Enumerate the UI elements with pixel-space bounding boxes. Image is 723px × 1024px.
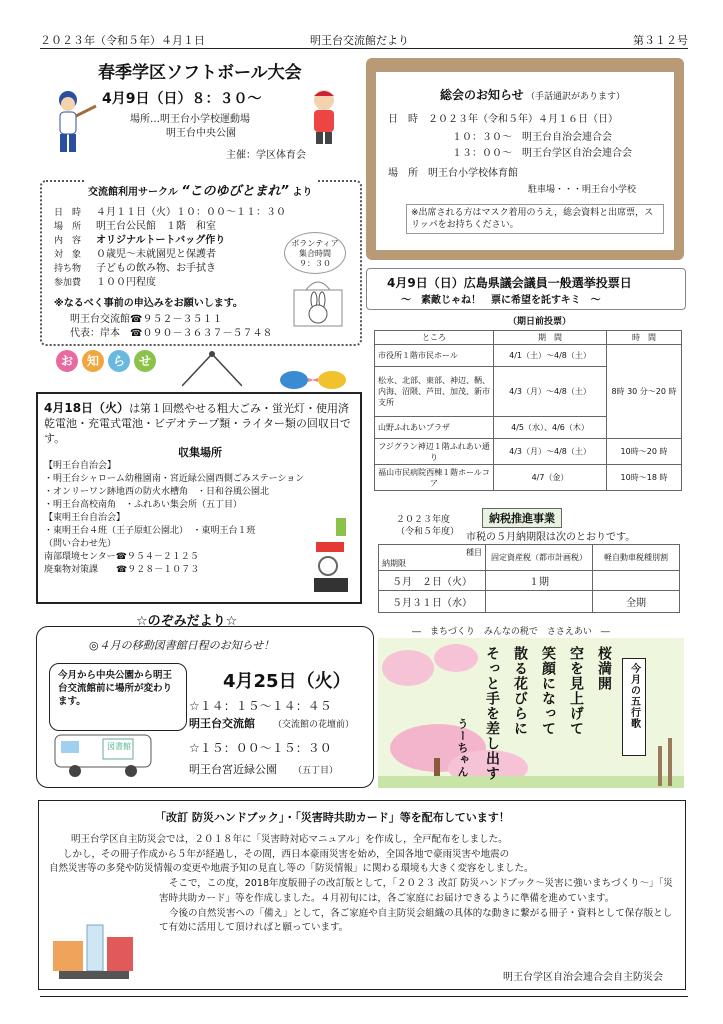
slot2-note: （五丁目）: [293, 766, 339, 776]
tax-year-1: ２０２３年度: [396, 515, 451, 525]
contact-1: 南部環境センター☎９５４－２１２５: [44, 552, 199, 563]
tax-table: [378, 544, 680, 613]
tax-section: [374, 508, 684, 620]
meeting-parking: 駐車場・・・明王台小学校: [528, 185, 637, 195]
slot1-time: ☆１４：１５～１４：４５: [189, 699, 332, 713]
table-row: [379, 571, 680, 591]
table-row: [379, 591, 680, 613]
poem-caption: ― まちづくり みんなの税で ささえあい ―: [412, 627, 610, 637]
nozomi-date: 4月25日（火）: [223, 671, 351, 692]
tax-col2: 軽自動車税種別割: [593, 545, 680, 571]
poem-label-box: [622, 658, 646, 756]
poem-author: うーちゃん: [456, 718, 469, 778]
circle-detail-label: 対 象: [54, 250, 82, 260]
poem-line: 空を見上げて: [568, 646, 584, 736]
group1-title: 【明王台自治会】: [44, 461, 117, 471]
group1-line1: ・明王台シャローム幼稚園南・宮近緑公園西側ごみステーション: [44, 474, 305, 485]
slot2-time: ☆１５：００～１５：３０: [189, 741, 332, 755]
bus-label: 図書館: [107, 742, 131, 751]
circle-detail-row: [54, 262, 286, 276]
disaster-body: [49, 833, 679, 936]
waste-notice: [36, 392, 362, 604]
table-row: [375, 439, 682, 465]
birds-icon: [274, 366, 354, 394]
circle-detail-row: [54, 248, 286, 262]
newsletter-title: 明王台交流館だより: [310, 34, 409, 47]
circle-heading-suffix: より: [292, 187, 313, 198]
waste-intro-text: は第１回燃やせる粗大ごみ・蛍光灯・使用済乾電池・充電式電池・ビデオテープ類・ライター類の回収日です。: [44, 402, 351, 445]
volunteer-line2: 集合時間: [299, 249, 331, 258]
volunteer-badge: [284, 232, 346, 274]
banner-char: お: [56, 350, 78, 372]
issue-number: 第３１２号: [633, 34, 688, 47]
circle-details: [54, 206, 286, 290]
tax-deadline: 納期限: [382, 558, 406, 568]
row-time: 10時～20 時: [607, 439, 682, 465]
row-place: 福山市民病院西棟１階ホールコア: [375, 465, 494, 491]
softball-player-icon: [48, 86, 98, 156]
circle-heading: [84, 180, 316, 199]
circle-detail-value: １００円程度: [96, 277, 156, 288]
circle-heading-prefix: 交流館利用サークル: [88, 187, 178, 198]
circle-detail-value: オリジナルトートバッグ作り: [96, 235, 226, 246]
circle-contact-2: 代表：岸本 ☎０９０－３６３７－５７４８: [70, 328, 273, 339]
early-voting-label: （期日前投票）: [508, 317, 572, 327]
tax-row-c2: [593, 571, 680, 591]
early-voting-table: [374, 330, 682, 491]
disaster-title: 「改訂 防災ハンドブック」・「災害時共助カード」等を配布しています！: [155, 811, 510, 824]
disaster-p1: 明王台学区自主防災会では，２０１８年に「災害時対応マニュアル」を作成し，全戸配布をしました。: [71, 834, 508, 845]
tax-col1: 固定資産税（都市計画税）: [486, 545, 593, 571]
collection-places-title: 収集場所: [178, 446, 222, 459]
poem-line: そっと手を差し出す: [484, 646, 500, 781]
circle-heading-name: “このゆびとまれ”: [181, 184, 289, 199]
meeting-date-label: 日 時: [388, 114, 418, 125]
meeting-place: 明王台小学校体育館: [428, 168, 518, 179]
meeting-title-note: （手話通訳があります）: [526, 92, 626, 102]
tax-row-c1: １期: [486, 571, 593, 591]
waste-intro: [44, 400, 354, 447]
group1-line3: ・明王台高校南角 ・ふれあい集会所（五丁目）: [44, 500, 243, 511]
circle-detail-row: [54, 206, 286, 220]
poem-lines: [482, 646, 614, 781]
nozomi-title: ☆のぞみだより☆: [136, 614, 238, 629]
meeting-note: ※出席される方はマスク着用のうえ，総会資料と出席票，スリッパをお持ちください。: [406, 204, 664, 234]
circle-detail-row: [54, 234, 286, 248]
contact-label: （問い合わせ先）: [44, 539, 117, 550]
softball-place-1: 場所…明王台小学校運動場: [130, 114, 250, 125]
meeting-time2: １３：００～ 明王台学区自治会連合会: [452, 148, 632, 159]
softball-datetime: 4月9日（日）８：３０～: [102, 91, 262, 107]
nozomi-section: [36, 626, 374, 788]
slot2-place: 明王台宮近緑公園: [189, 763, 277, 776]
tax-intro: 市税の５月納期限は次のとおりです。: [466, 532, 636, 543]
slot1-place: 明王台交流館: [189, 717, 255, 730]
tax-row-date: ５月 ２日（火）: [379, 571, 486, 591]
meeting-paper: [376, 72, 674, 250]
banner-char: 知: [82, 350, 104, 372]
group1-line2: ・オンリーワン跡地西の防火水槽角 ・日和谷風公園北: [44, 487, 270, 498]
tax-header-row: [379, 545, 680, 571]
group2-line1: ・東明王台４班（王子原虹公園北） ・東明王台１班: [44, 526, 256, 537]
mobile-library-bus-icon: [51, 731, 161, 781]
poem-section: [378, 638, 684, 788]
softball-place-2: 明王台中央公園: [166, 128, 236, 139]
contact-2: 廃棄物対策課 ☎９２８－１０７３: [44, 565, 200, 576]
pitcher-icon: [302, 86, 348, 146]
page-header: [40, 32, 688, 49]
poem-line: 笑顔になって: [540, 646, 556, 736]
disaster-signature: 明王台学区自治会連合会自主防災会: [503, 972, 663, 983]
slot1-note: （交流館の花壇前）: [273, 720, 355, 730]
emergency-supplies-icon: [47, 911, 143, 983]
nozomi-bubble: 今月から中央公園から明王台交流館前に場所が変わります。: [49, 663, 187, 731]
circle-detail-value: ０歳児～未就園児と保護者: [96, 249, 216, 260]
circle-detail-label: 参加費: [54, 278, 82, 288]
circle-detail-value: 子どもの飲み物、お手拭き: [96, 263, 216, 274]
tax-row-date: ５月３１日（水）: [379, 591, 486, 613]
group2-title: 【東明王台自治会】: [44, 513, 126, 524]
circle-detail-row: [54, 220, 286, 234]
tax-kind: 種目: [466, 547, 482, 557]
circle-detail-row: [54, 276, 286, 290]
tax-row-c2: 全期: [593, 591, 680, 613]
meeting-board: [366, 58, 684, 260]
volunteer-time: ９：３０: [299, 259, 331, 268]
table-row: [375, 465, 682, 491]
row-time: 10時～18 時: [607, 465, 682, 491]
disaster-p5: 今後の自然災害への「備え」として，各ご家庭や自主防災会組織の具体的な動きに繋がる冊子・資料として保存版として有効に活用して頂ければと願っています。: [159, 907, 673, 934]
row-time: 8時 30 分～20 時: [607, 345, 682, 439]
row-period: 4/1（土）～4/8（土）: [494, 345, 607, 367]
row-period: 4/5（水）、4/6（木）: [494, 417, 607, 439]
disaster-p3: 自然災害等の多発や防災情報の変更や地震予知の見直し等の「防災情報」に関わる環境も大きく変容をしました。: [49, 863, 534, 875]
meeting-time1: １０：３０～ 明王台自治会連合会: [452, 132, 612, 143]
meeting-date: ２０２３年（令和５年）４月１６日（日）: [428, 114, 618, 125]
tax-title: 納税推進事業: [482, 508, 562, 528]
meeting-title: 総会のお知らせ: [440, 88, 524, 102]
tote-bag-rabbit-icon: [290, 278, 346, 328]
disaster-section: [38, 800, 686, 990]
tax-kind-header: [379, 545, 486, 571]
circle-contact-1: 明王台交流館☎９５２－３５１１: [70, 314, 223, 325]
tax-row-c1: [486, 591, 593, 613]
disaster-p2: しかし，その冊子作成から５年が経過し，その間，西日本豪雨災害を始め，全国各地で豪雨災害や地震の: [63, 848, 510, 860]
batteries-lighter-icon: [306, 516, 356, 596]
softball-title: 春季学区ソフトボール大会: [98, 63, 302, 83]
hanging-string-icon: [182, 350, 242, 390]
meeting-place-label: 場 所: [388, 168, 418, 179]
disaster-p4: そこで，この度，2018年度版冊子の改訂版として，「２０２３ 改訂 防災ハンドブック～災害に強いまちづくり～」「災害時共助カード」等を作成しました。４月初旬には，各ご家庭にお届けできるように準備を進めています。: [159, 878, 673, 904]
circle-section: [40, 180, 362, 346]
banner-char: ら: [108, 350, 130, 372]
poem-line: 散る花びらに: [512, 646, 528, 736]
election-title: 4月9日（日）広島県議会議員一般選挙投票日: [387, 276, 632, 290]
volunteer-line1: ボランティア: [291, 239, 339, 248]
poem-label: 今月の五行歌: [628, 663, 640, 729]
circle-detail-value: ４月１１日（火）１０：００～１１：３０: [96, 207, 286, 218]
row-place: フジグラン神辺１階ふれあい通り: [375, 439, 494, 465]
row-place: 市役所１階市民ホール: [375, 345, 494, 367]
issue-date: ２０２３年（令和５年）４月１日: [40, 34, 205, 47]
circle-note: ※なるべく事前の申込みをお願いします。: [54, 298, 243, 309]
poem-line: 桜満開: [596, 646, 612, 691]
row-place: 松永、北部、東部、神辺、鞆、内海、沼隈、芦田、加茂、新市支所: [375, 367, 494, 417]
circle-detail-label: 日 時: [54, 208, 82, 218]
circle-detail-label: 場 所: [54, 222, 82, 232]
row-period: 4/3（月）～4/8（土）: [494, 439, 607, 465]
footer-rule: [40, 996, 688, 997]
tax-year-2: （令和５年度）: [396, 527, 460, 537]
circle-detail-value: 明王台公民館 １階 和室: [96, 221, 216, 232]
banner-char: せ: [134, 350, 156, 372]
row-period: 4/3（月）～4/8（土）: [494, 367, 607, 417]
circle-detail-label: 内 容: [54, 236, 82, 246]
row-period: 4/7（金）: [494, 465, 607, 491]
election-subtitle: ～ 素敵じゃね！ 票に希望を託すキミ ～: [401, 295, 601, 306]
col-time: 時 間: [607, 331, 682, 345]
table-row: [375, 345, 682, 367]
row-place: 山野ふれあいプラザ: [375, 417, 494, 439]
nozomi-subtitle: ◎４月の移動図書館日程のお知らせ！: [89, 639, 275, 652]
collection-places: [44, 460, 304, 577]
softball-organizer: 主催：学区体育会: [226, 150, 306, 161]
softball-section: [40, 56, 358, 166]
col-period: 期 間: [494, 331, 607, 345]
circle-detail-label: 持ち物: [54, 264, 82, 274]
col-place: ところ: [375, 331, 494, 345]
waste-date: 4月18日（火）: [44, 401, 130, 415]
election-banner: [366, 268, 686, 310]
